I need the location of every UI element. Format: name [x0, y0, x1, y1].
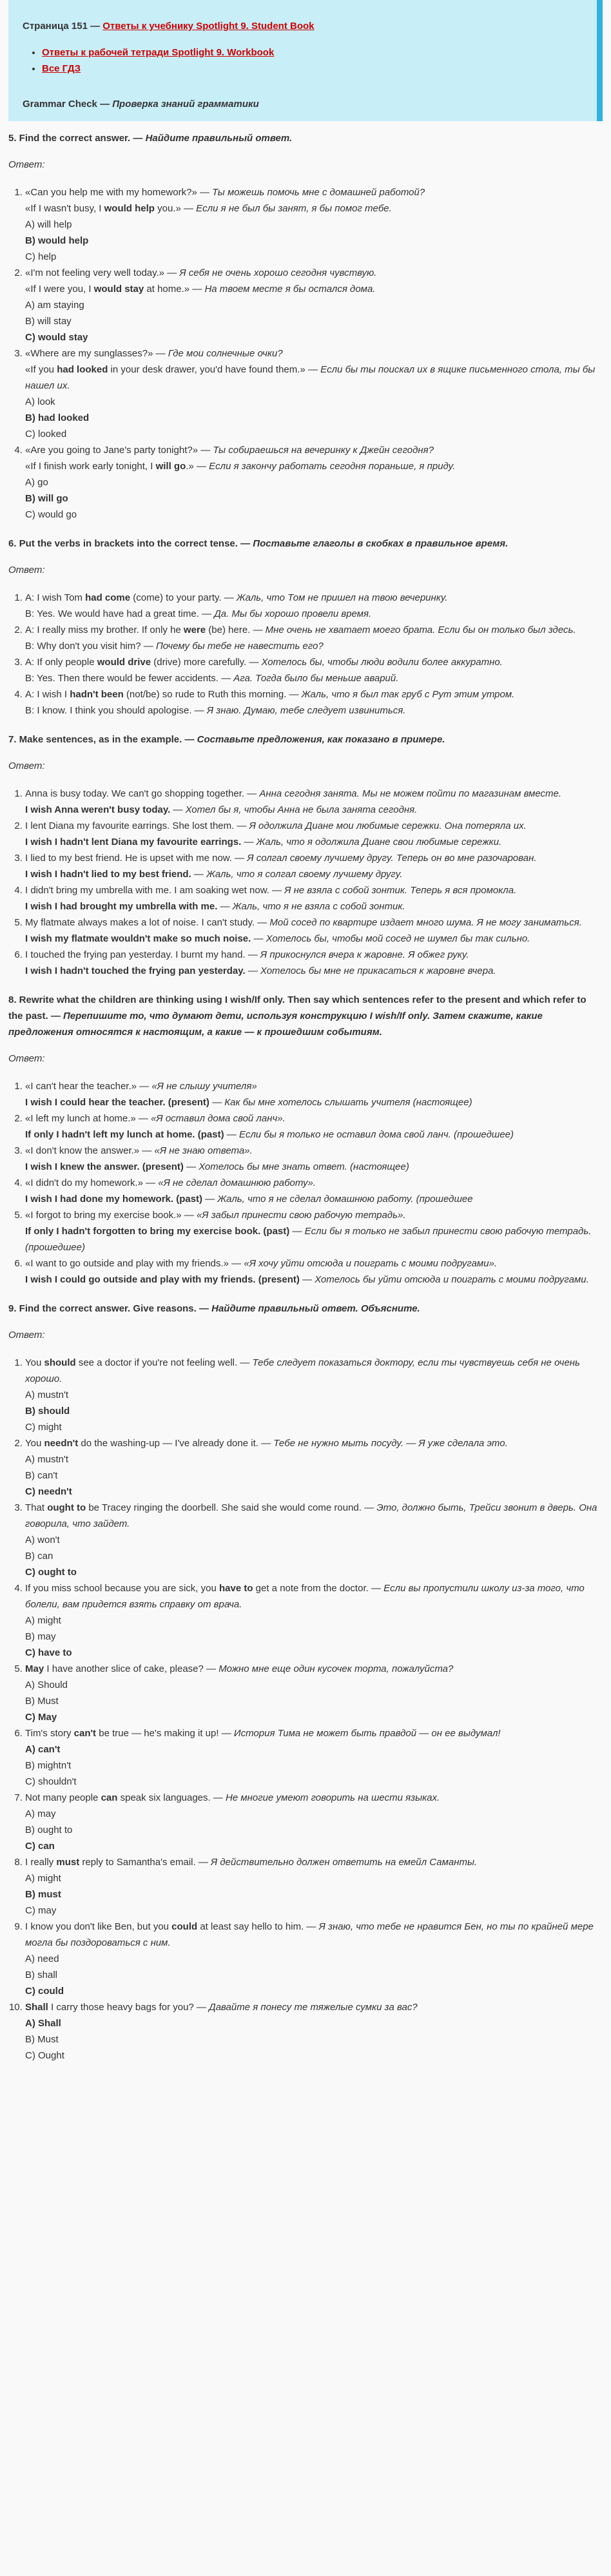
answer-line: 5. «I forgot to bring my exercise book.» — «Я забыл принести свою рабочую тетрадь». — [25, 1210, 406, 1221]
list-item — [25, 1725, 603, 1790]
list-item — [25, 1854, 603, 1919]
list-item — [25, 786, 603, 818]
answer-line: B) Must — [25, 1696, 59, 1707]
answer-line: B) may — [25, 1631, 56, 1642]
list-item — [25, 654, 603, 686]
answer-line: 6. Tim's story can't be true — he's making it up! — История Тима не может быть правдой — он ее выдумал! — [25, 1728, 501, 1739]
answer-line: A) mustn't — [25, 1390, 69, 1400]
answer-line: I wish I hadn't lied to my best friend. — Жаль, что я солгал своему лучшему другу. — [25, 869, 403, 880]
answer-label: Ответ: — [8, 159, 45, 170]
answer-line: C) would go — [25, 509, 77, 520]
list-item — [42, 44, 583, 61]
answer-line: I wish Anna weren't busy today. — Хотел бы я, чтобы Анна не была занята сегодня. — [25, 804, 418, 815]
list-item — [25, 1078, 603, 1110]
answer-line: 10. Shall I carry those heavy bags for you? — Давайте я понесу те тяжелые сумки за вас? — [25, 2002, 418, 2013]
list-item — [25, 915, 603, 947]
answer-line: C) might — [25, 1422, 62, 1433]
answer-line: C) looked — [25, 429, 67, 440]
answer-line: 5. May I have another slice of cake, please? — Можно мне еще один кусочек торта, пожалуйста? — [25, 1663, 454, 1674]
page-info: Страница 151 — Ответы к учебнику Spotlight 9. Student Book — [23, 21, 315, 32]
answer-line: B) can — [25, 1551, 53, 1562]
answer-line: 4. «I didn't do my homework.» — «Я не сделал домашнюю работу». — [25, 1177, 316, 1188]
list-item — [25, 1255, 603, 1288]
answer-line: A) may — [25, 1808, 56, 1819]
list-item — [25, 622, 603, 654]
answer-line: B) will go — [25, 493, 68, 504]
answer-line: 2. «I left my lunch at home.» — «Я оставил дома свой ланч». — [25, 1113, 286, 1124]
answer-line: «If I finish work early tonight, I will go.» — Если я закончу работать сегодня пораньше, я приду. — [25, 461, 456, 472]
answer-line: 5. My flatmate always makes a lot of noise. I can't study. — Мой сосед по квартире издает много шума. Я не могу заниматься. — [25, 917, 582, 928]
answer-line: A) Should — [25, 1680, 68, 1690]
answer-line: 4. A: I wish I hadn't been (not/be) so rude to Ruth this morning. — Жаль, что я был так груб с Рут этим утром. — [25, 689, 515, 700]
answer-list — [8, 1355, 603, 2064]
answer-line: 3. A: If only people would drive (drive) more carefully. — Хотелось бы, чтобы люди водили более аккуратно. — [25, 657, 503, 668]
list-item — [25, 590, 603, 622]
answer-line: C) can — [25, 1841, 55, 1852]
answer-line: 8. I really must reply to Samantha's email. — Я действительно должен ответить на емейл Саманты. — [25, 1857, 478, 1868]
answer-line: B) will stay — [25, 316, 72, 327]
answer-line: B) ought to — [25, 1825, 73, 1835]
list-item — [25, 1175, 603, 1207]
list-item — [25, 184, 603, 265]
answer-line: C) Ought — [25, 2050, 64, 2061]
answer-line: I wish I knew the answer. (present) — Хотелось бы мне знать ответ. (настоящее) — [25, 1161, 409, 1172]
list-item — [25, 442, 603, 523]
answer-line: B) must — [25, 1889, 61, 1900]
answer-line: I wish my flatmate wouldn't make so much noise. — Хотелось бы, чтобы мой сосед не шумел бы так сильно. — [25, 933, 530, 944]
answer-line: 6. I touched the frying pan yesterday. I burnt my hand. — Я прикоснулся вчера к жаровне. Я обжег руку. — [25, 949, 469, 960]
answer-line: B) should — [25, 1406, 70, 1417]
student-book-link[interactable]: Ответы к учебнику Spotlight 9. Student Book — [102, 21, 315, 32]
answer-line: C) help — [25, 251, 57, 262]
answer-line: C) have to — [25, 1647, 72, 1658]
list-item — [25, 1435, 603, 1500]
grammar-check-title: Grammar Check — Проверка знаний грамматики — [23, 99, 259, 110]
answer-label: Ответ: — [8, 1053, 45, 1064]
list-item — [25, 1661, 603, 1725]
answer-line: 9. I know you don't like Ben, but you could at least say hello to him. — Я знаю, что тебе не нравится Бен, но ты по крайней мере могла бы поздороваться с ним. — [25, 1921, 594, 1948]
answer-line: C) shouldn't — [25, 1776, 77, 1787]
answer-line: B: Yes. We would have had a great time. — Да. Мы бы хорошо провели время. — [25, 608, 372, 619]
exercise-title: 5. Find the correct answer. — Найдите правильный ответ. — [8, 133, 293, 144]
answer-line: 3. That ought to be Tracey ringing the doorbell. She said she would come round. — Это, должно быть, Трейси звонит в дверь. Она говорила, что зайдет. — [25, 1502, 597, 1529]
answer-line: 4. I didn't bring my umbrella with me. I am soaking wet now. — Я не взяла с собой зонтик. Теперь я вся промокла. — [25, 885, 517, 896]
answer-line: A) will help — [25, 219, 72, 230]
exercises — [8, 130, 603, 2064]
list-item — [25, 265, 603, 345]
header-box — [8, 0, 603, 121]
list-item — [25, 1500, 603, 1580]
answer-line: A) might — [25, 1873, 61, 1884]
answer-line: «If I wasn't busy, I would help you.» — Если я не был бы занят, я бы помог тебе. — [25, 203, 392, 214]
answer-line: 1. «I can't hear the teacher.» — «Я не слышу учителя» — [25, 1081, 257, 1092]
answer-label: Ответ: — [8, 565, 45, 576]
answer-line: A) won't — [25, 1535, 60, 1545]
answer-line: If only I hadn't forgotten to bring my exercise book. (past) — Если бы я только не забыл принести свою рабочую тетрадь. (прошедшее) — [25, 1226, 592, 1253]
list-item — [25, 850, 603, 882]
answer-line: «If I were you, I would stay at home.» — На твоем месте я бы остался дома. — [25, 284, 376, 295]
answer-line: 6. «I want to go outside and play with my friends.» — «Я хочу уйти отсюда и поиграть с моими подругами». — [25, 1258, 498, 1269]
list-item — [25, 1999, 603, 2064]
list-item — [42, 61, 583, 77]
answer-label: Ответ: — [8, 760, 45, 771]
answer-line: B: Why don't you visit him? — Почему бы тебе не навестить его? — [25, 641, 324, 652]
answer-line: B) would help — [25, 235, 89, 246]
answer-line: 3. I lied to my best friend. He is upset with me now. — Я солгал своему лучшему другу. Теперь он во мне разочарован. — [25, 853, 537, 864]
list-item — [25, 1919, 603, 1999]
list-item — [25, 882, 603, 915]
answer-line: B) can't — [25, 1470, 58, 1481]
answer-line: C) may — [25, 1905, 57, 1916]
answer-line: I wish I hadn't touched the frying pan yesterday. — Хотелось бы мне не прикасаться к жаровне вчера. — [25, 965, 496, 976]
workbook-link[interactable]: Ответы к рабочей тетради Spotlight 9. Workbook — [42, 47, 275, 58]
answer-line: I wish I could go outside and play with my friends. (present) — Хотелось бы уйти отсюда и поиграть с моими подругами. — [25, 1274, 589, 1285]
answer-line: I wish I hadn't lent Diana my favourite earrings. — Жаль, что я одолжила Диане свои любимые сережки. — [25, 837, 502, 847]
answer-line: If only I hadn't left my lunch at home. (past) — Если бы я только не оставил дома свой ланч. (прошедшее) — [25, 1129, 514, 1140]
answer-line: B: Yes. Then there would be fewer accidents. — Ага. Тогда было бы меньше аварий. — [25, 673, 399, 684]
answer-line: C) would stay — [25, 332, 88, 343]
answer-line: «If you had looked in your desk drawer, you'd have found them.» — Если бы ты поискал их в ящике письменного стола, ты бы нашел их. — [25, 364, 596, 391]
answer-line: 3. «I don't know the answer.» — «Я не знаю ответа». — [25, 1145, 253, 1156]
answer-line: 1. A: I wish Tom had come (come) to your party. — Жаль, что Том не пришел на твою вечеринку. — [25, 592, 448, 603]
list-item — [25, 1790, 603, 1854]
list-item — [25, 686, 603, 719]
list-item — [25, 1110, 603, 1143]
list-item — [25, 1143, 603, 1175]
list-item — [25, 1207, 603, 1255]
answer-line: 1. You should see a doctor if you're not feeling well. — Тебе следует показаться доктору, если ты чувствуешь себя не очень хорошо. — [25, 1357, 580, 1384]
answer-line: I wish I had done my homework. (past) — Жаль, что я не сделал домашнюю работу. (прошедшее — [25, 1194, 473, 1205]
answer-line: 2. «I'm not feeling very well today.» — Я себя не очень хорошо сегодня чувствую. — [25, 267, 377, 278]
answer-line: C) could — [25, 1986, 64, 1997]
answer-list — [8, 1078, 603, 1288]
answer-line: C) ought to — [25, 1567, 77, 1578]
answer-line: A) mustn't — [25, 1454, 69, 1465]
related-links — [23, 44, 583, 77]
answer-line: 1. «Can you help me with my homework?» — Ты можешь помочь мне с домашней работой? — [25, 187, 425, 198]
list-item — [25, 818, 603, 850]
list-item — [25, 947, 603, 979]
answer-line: 3. «Where are my sunglasses?» — Где мои солнечные очки? — [25, 348, 283, 359]
exercise-title: 7. Make sentences, as in the example. — Составьте предложения, как показано в примере. — [8, 734, 445, 745]
answer-line: 1. Anna is busy today. We can't go shopping together. — Анна сегодня занята. Мы не можем пойти по магазинам вместе. — [25, 788, 562, 799]
answer-line: 4. «Are you going to Jane's party tonight?» — Ты собираешься на вечеринку к Джейн сегодня? — [25, 445, 434, 456]
answer-line: A) am staying — [25, 300, 84, 311]
exercise-title: 8. Rewrite what the children are thinking using I wish/If only. Then say which sentences refer to the present and which refer to the past. — Перепишите то, что думают дети, используя конструкцию I wish/If only. Затем скажите, какие предложения относятся к настоящим, а какие — к прошедшим событиям. — [8, 994, 587, 1038]
all-gdz-link[interactable]: Все ГДЗ — [42, 63, 81, 74]
answer-line: C) needn't — [25, 1486, 72, 1497]
exercise-title: 6. Put the verbs in brackets into the correct tense. — Поставьте глаголы в скобках в правильное время. — [8, 538, 509, 549]
answer-line: I wish I had brought my umbrella with me. — Жаль, что я не взяла с собой зонтик. — [25, 901, 405, 912]
answer-line: A) can't — [25, 1744, 61, 1755]
list-item — [25, 1355, 603, 1435]
answer-line: C) May — [25, 1712, 57, 1723]
list-item — [25, 1580, 603, 1661]
answer-line: 2. A: I really miss my brother. If only he were (be) here. — Мне очень не хватает моего брата. Если бы он только был здесь. — [25, 625, 576, 635]
answer-line: B) shall — [25, 1970, 58, 1980]
answer-line: B) Must — [25, 2034, 59, 2045]
answer-line: B) had looked — [25, 412, 90, 423]
answer-line: A) might — [25, 1615, 61, 1626]
answer-label: Ответ: — [8, 1330, 45, 1341]
answer-line: A) go — [25, 477, 48, 488]
answer-line: 2. I lent Diana my favourite earrings. She lost them. — Я одолжила Диане мои любимые сережки. Она потеряла их. — [25, 820, 527, 831]
answer-line: A) look — [25, 396, 55, 407]
answer-line: I wish I could hear the teacher. (present) — Как бы мне хотелось слышать учителя (настоящее) — [25, 1097, 472, 1108]
answer-line: A) Shall — [25, 2018, 61, 2029]
answer-line: 7. Not many people can speak six languages. — Не многие умеют говорить на шести языках. — [25, 1792, 440, 1803]
answer-line: 2. You needn't do the washing-up — I've already done it. — Тебе не нужно мыть посуду. — Я уже сделала это. — [25, 1438, 508, 1449]
answer-line: B: I know. I think you should apologise. — Я знаю. Думаю, тебе следует извиниться. — [25, 705, 406, 716]
answer-list — [8, 786, 603, 979]
exercise-title: 9. Find the correct answer. Give reasons. — Найдите правильный ответ. Объясните. — [8, 1303, 420, 1314]
answer-list — [8, 184, 603, 523]
answer-line: A) need — [25, 1953, 59, 1964]
list-item — [25, 345, 603, 442]
answer-line: B) mightn't — [25, 1760, 72, 1771]
answer-line: 4. If you miss school because you are sick, you have to get a note from the doctor. — Если вы пропустили школу из-за того, что болели, вам придется взять справку от врача. — [25, 1583, 585, 1610]
answer-list — [8, 590, 603, 719]
